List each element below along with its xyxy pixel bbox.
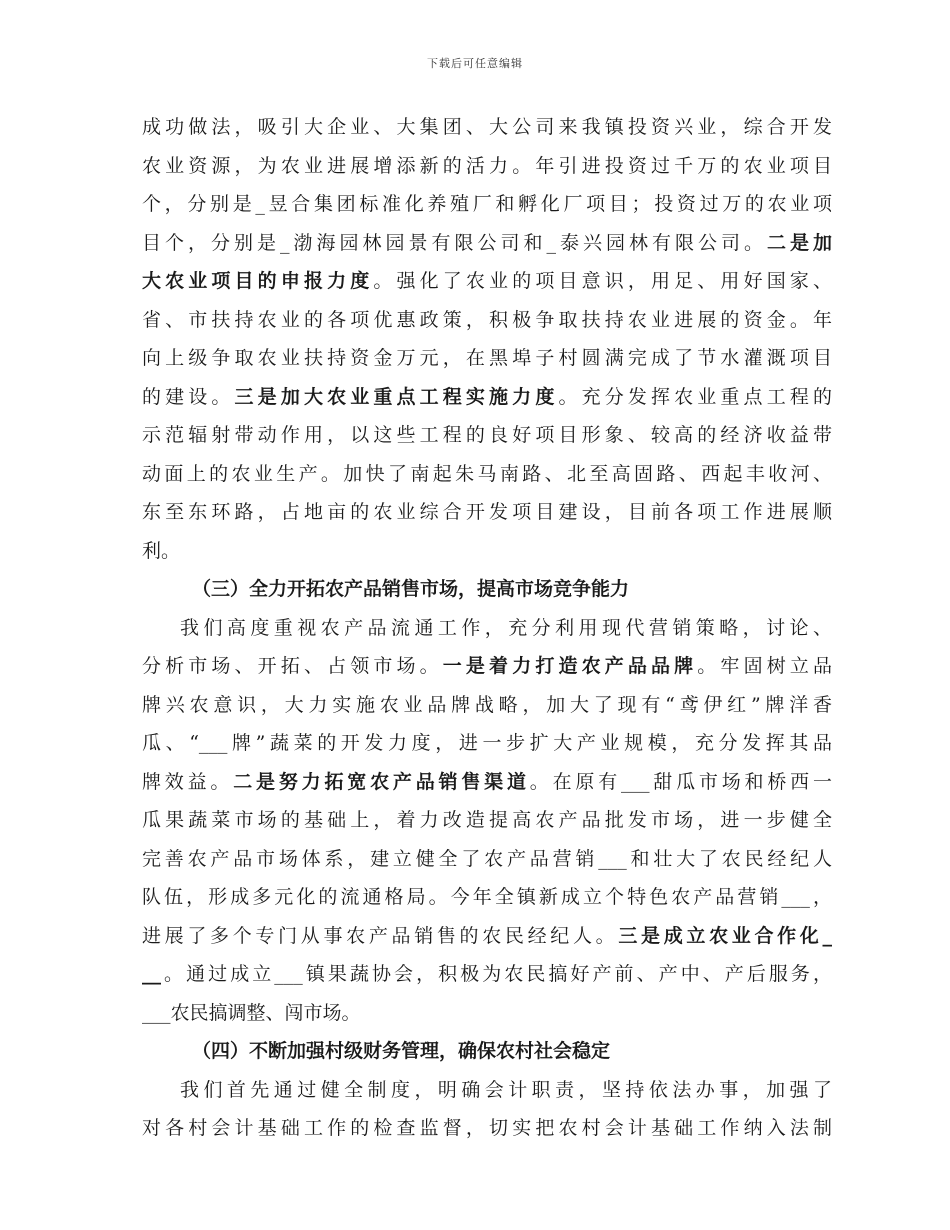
body-text: 牌兴农意识，大力实施农业品牌战略，加大了现有“鸢伊红”牌洋香 xyxy=(142,693,832,716)
text-line xyxy=(142,378,832,417)
body-text: 成功做法，吸引大企业、大集团、大公司来我镇投资兴业，综合开发 xyxy=(142,116,832,138)
body-text: 的建设。 xyxy=(142,385,235,408)
text-line xyxy=(142,609,832,648)
text-line xyxy=(142,570,832,609)
body-text: 农业资源，为农业进展增添新的活力。年引进投资过千万的农业项目 xyxy=(142,154,832,177)
text-line xyxy=(142,994,832,1033)
text-line xyxy=(142,493,832,532)
body-text: 进展了多个专门从事农产品销售的农民经纪人。 xyxy=(142,924,619,947)
text-line xyxy=(142,416,832,455)
body-text: 。通过成立___镇果蔬协会，积极为农民搞好产前、产中、产后服务， xyxy=(161,963,832,985)
text-line xyxy=(142,532,832,571)
body-text: 东至东环路，占地亩的农业综合开发项目建设，目前各项工作进展顺 xyxy=(142,501,832,523)
text-line xyxy=(142,1109,832,1148)
text-line xyxy=(142,840,832,879)
bold-text: 一是着力打造农产品品牌 xyxy=(442,655,698,677)
body-text: 动面上的农业生产。加快了南起朱马南路、北至高固路、西起丰收河、 xyxy=(142,462,832,485)
body-text: 向上级争取农业扶持资金万元，在黑埠子村圆满完成了节水灌溉项目 xyxy=(142,347,832,369)
bold-text: （三）全力开拓农产品销售市场，提高市场竞争能力 xyxy=(192,578,630,600)
text-line xyxy=(142,301,832,340)
bold-text: 二是加 xyxy=(766,231,832,254)
body-text: 。充分发挥农业重点工程的 xyxy=(558,385,832,408)
text-line xyxy=(142,147,832,186)
document-body xyxy=(142,108,832,1148)
text-line xyxy=(142,955,832,994)
bold-text: 三是成立农业合作化_ xyxy=(618,924,832,947)
text-line xyxy=(142,1071,832,1110)
body-text: 。强化了农业的项目意识，用足、用好国家、 xyxy=(373,270,832,292)
body-text: 瓜果蔬菜市场的基础上，着力改造提高农产品批发市场，进一步健全 xyxy=(142,809,832,831)
text-line xyxy=(142,108,832,147)
text-line xyxy=(142,878,832,917)
body-text: 对各村会计基础工作的检查监督，切实把农村会计基础工作纳入法制 xyxy=(142,1117,832,1139)
text-line xyxy=(142,763,832,802)
bold-text: __ xyxy=(142,963,161,985)
body-text: ___农民搞调整、闯市场。 xyxy=(142,1001,361,1024)
text-line xyxy=(142,339,832,378)
body-text: 目个，分别是_渤海园林园景有限公司和_泰兴园林有限公司。 xyxy=(142,231,767,254)
body-text: 。牢固树立品 xyxy=(697,655,832,677)
bold-text: （四）不断加强村级财务管理，确保农村社会稳定 xyxy=(192,1040,611,1062)
body-text: 利。 xyxy=(142,539,181,562)
text-line xyxy=(142,917,832,956)
text-line xyxy=(142,686,832,725)
body-text: 完善农产品市场体系，建立健全了农产品营销___和壮大了农民经纪人 xyxy=(142,847,832,870)
text-line xyxy=(142,1032,832,1071)
body-text: 示范辐射带动作用，以这些工程的良好项目形象、较高的经济收益带 xyxy=(142,424,832,446)
body-text: 我们高度重视农产品流通工作，充分利用现代营销策略，讨论、 xyxy=(180,616,832,639)
bold-text: 二是努力拓宽农产品销售渠道 xyxy=(233,770,530,793)
body-text: 。在原有___甜瓜市场和桥西一 xyxy=(529,770,832,793)
text-line xyxy=(142,224,832,263)
body-text: 牌效益。 xyxy=(142,770,234,793)
text-line xyxy=(142,262,832,301)
body-text: 队伍，形成多元化的流通格局。今年全镇新成立个特色农产品营销___， xyxy=(142,886,832,908)
text-line xyxy=(142,724,832,763)
body-text: 个，分别是_昱合集团标准化养殖厂和孵化厂项目；投资过万的农业项 xyxy=(142,193,832,215)
text-line xyxy=(142,647,832,686)
body-text: 我们首先通过健全制度，明确会计职责，坚持依法办事，加强了 xyxy=(180,1078,832,1101)
bold-text: 三是加大农业重点工程实施力度 xyxy=(234,385,559,408)
text-line xyxy=(142,185,832,224)
body-text: 分析市场、开拓、占领市场。 xyxy=(142,655,443,677)
body-text: 省、市扶持农业的各项优惠政策，积极争取扶持农业进展的资金。年 xyxy=(142,308,832,331)
bold-text: 大农业项目的申报力度 xyxy=(142,270,374,292)
text-line xyxy=(142,801,832,840)
body-text: 瓜、“___牌”蔬菜的开发力度，进一步扩大产业规模，充分发挥其品 xyxy=(142,732,832,754)
text-line xyxy=(142,455,832,494)
page-header: 下载后可任意编辑 xyxy=(427,57,523,70)
